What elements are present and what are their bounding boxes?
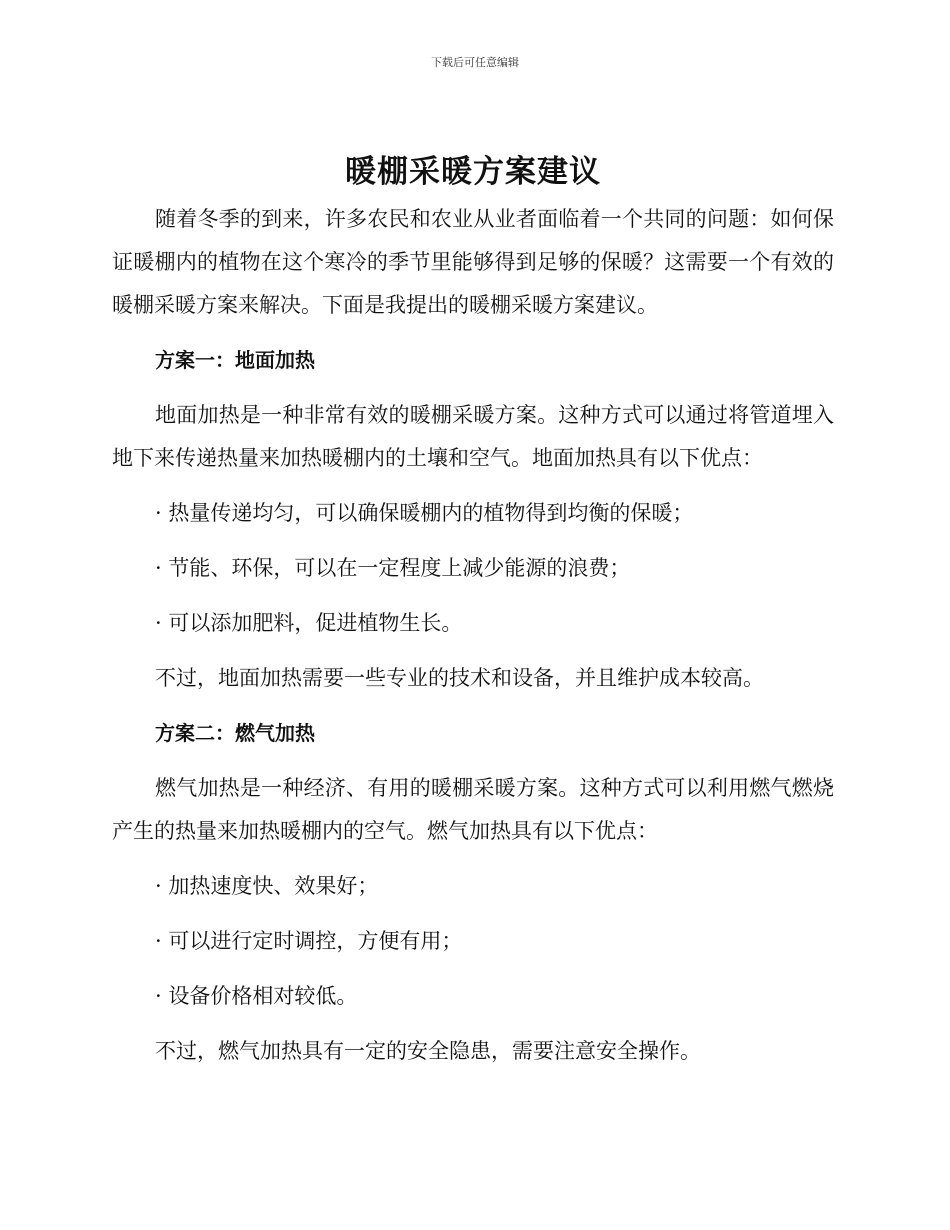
plan-heading: 方案二：燃气加热 [155,721,315,745]
list-item: · 可以添加肥料，促进植物生长。 [155,611,463,635]
list-item: · 加热速度快、效果好； [155,874,379,898]
plan-description: 燃气加热是一种经济、有用的暖棚采暖方案。这种方式可以利用燃气燃烧产生的热量来加热暖棚内的空气。燃气加热具有以下优点： [112,776,834,843]
document-title: 暖棚采暖方案建议 [345,154,601,190]
plan-heading: 方案一：地面加热 [155,348,315,372]
list-item: · 节能、环保，可以在一定程度上减少能源的浪费； [155,556,631,580]
plan-section-1 [112,339,834,700]
plan-drawback: 不过，地面加热需要一些专业的技术和设备，并且维护成本较高。 [155,666,764,690]
document-body [112,148,834,1073]
header-note: 下载后可任意编辑 [431,56,519,69]
plan-drawback: 不过，燃气加热具有一定的安全隐患，需要注意安全操作。 [155,1039,701,1063]
plan-section-2 [112,712,834,1073]
intro-paragraph: 随着冬季的到来，许多农民和农业从业者面临着一个共同的问题：如何保证暖棚内的植物在这个寒冷的季节里能够得到足够的保暖？这需要一个有效的暖棚采暖方案来解决。下面是我提出的暖棚采暖方案建议。 [112,207,834,317]
plan-description: 地面加热是一种非常有效的暖棚采暖方案。这种方式可以通过将管道埋入地下来传递热量来加热暖棚内的土壤和空气。地面加热具有以下优点： [112,403,834,470]
list-item: · 可以进行定时调控，方便有用； [155,929,463,953]
list-item: · 设备价格相对较低。 [155,984,358,1008]
list-item: · 热量传递均匀，可以确保暖棚内的植物得到均衡的保暖； [155,501,694,525]
